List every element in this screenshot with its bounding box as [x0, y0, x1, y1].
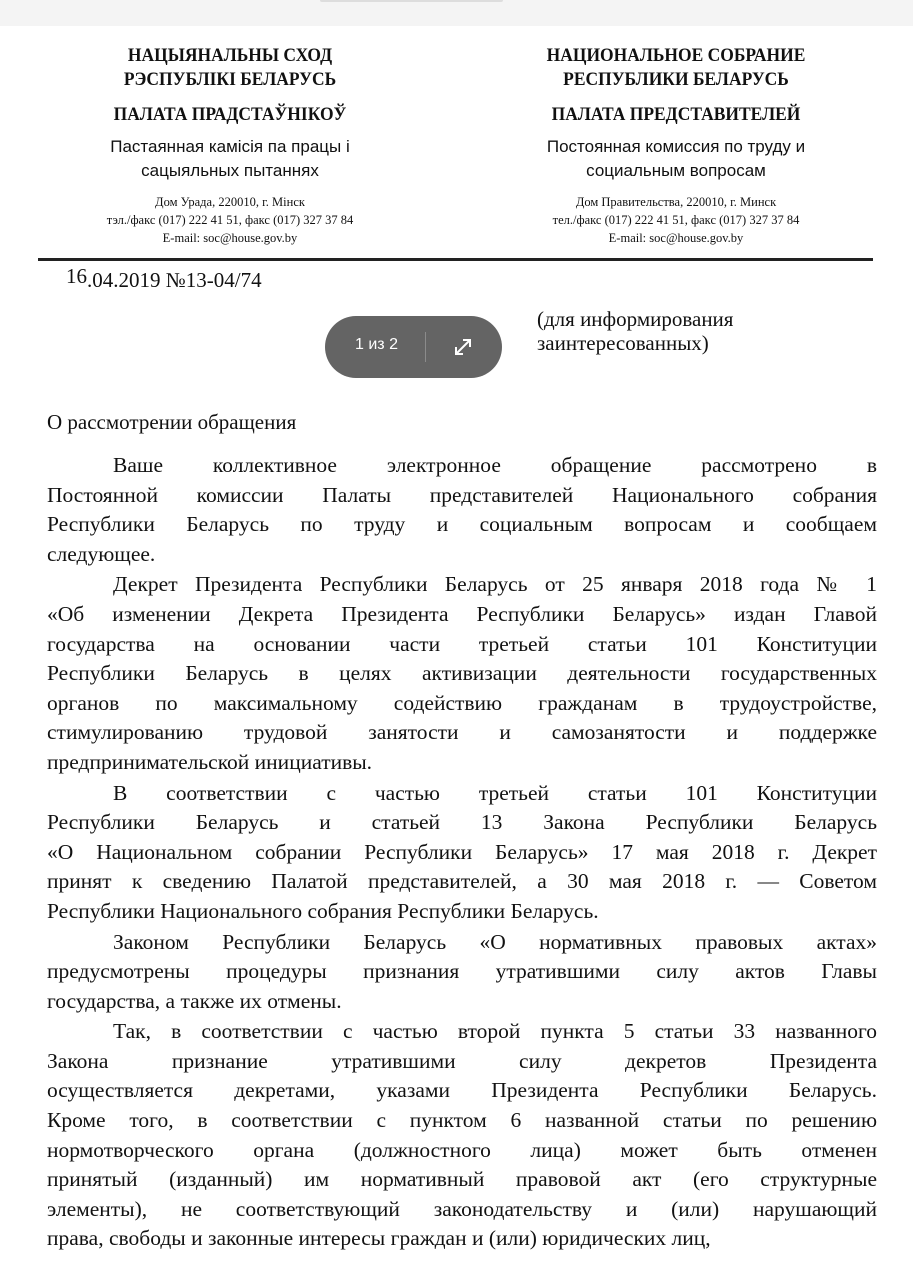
- text-line: Республики Национального собрания Республики Беларусь.: [47, 898, 599, 923]
- paragraph: [47, 928, 877, 1017]
- paragraph: [47, 570, 877, 777]
- page-indicator: 1 из 2: [355, 336, 398, 353]
- text-line: принят к сведению Палатой представителей, а 30 мая 2018 г. — Советом: [47, 869, 877, 894]
- document-date-number: $^{16}$.04.2019 №13-04/74: [66, 264, 262, 292]
- text-line: Закона признание утратившими силу декретов Президента: [47, 1048, 877, 1073]
- subject-line: О рассмотрении обращения: [47, 410, 297, 434]
- text-line: государства на основании части третьей статьи 101 Конституции: [47, 631, 877, 656]
- paragraph: [47, 451, 877, 569]
- text-line: Республики Беларусь по труду и социальным вопросам и сообщаем: [47, 512, 877, 537]
- paragraph: [47, 1017, 877, 1254]
- text-line: элементы), не соответствующий законодательству и (или) нарушающий: [47, 1196, 877, 1221]
- text-line: Постоянной комиссии Палаты представителей Национального собрания: [47, 482, 877, 507]
- text-line: Так, в соответствии с частью второй пункта 5 статьи 33 названного: [113, 1019, 877, 1044]
- text-line: государства, а также их отмены.: [47, 988, 342, 1013]
- letter-body: [47, 451, 877, 1255]
- contact-info: Дом Правительства, 220010, г. Минск тел./факс (017) 222 41 51, факс (017) 327 37 84 E-mail: soc@house.gov.by: [552, 195, 800, 245]
- org-name: НАЦЫЯНАЛЬНЫ СХОД: [127, 45, 333, 66]
- text-line: предусмотрены процедуры признания утратившими силу актов Главы: [47, 959, 877, 984]
- org-name: РЭСПУБЛІКІ БЕЛАРУСЬ: [123, 69, 337, 90]
- text-line: «Об изменении Декрета Президента Республики Беларусь» издан Главой: [47, 601, 877, 626]
- text-line: Декрет Президента Республики Беларусь от 25 января 2018 года № 1: [113, 572, 877, 597]
- text-line: права, свободы и законные интересы граждан и (или) юридических лиц,: [47, 1226, 711, 1251]
- text-line: Республики Беларусь и статьей 13 Закона Республики Беларусь: [47, 810, 877, 835]
- text-line: Законом Республики Беларусь «О нормативных правовых актах»: [113, 929, 877, 954]
- org-name: НАЦИОНАЛЬНОЕ СОБРАНИЕ: [546, 45, 806, 66]
- org-name: РЕСПУБЛИКИ БЕЛАРУСЬ: [563, 69, 789, 90]
- viewer-tab[interactable]: [320, 0, 503, 2]
- viewer-top-bar: [0, 0, 913, 26]
- divider: [425, 332, 426, 362]
- recipient: (для информирования заинтересованных): [537, 307, 734, 355]
- commission-name: Пастаянная камісія па працы і сацыяльных пытаннях: [110, 137, 350, 180]
- paragraph: [47, 779, 877, 927]
- chamber-name: ПАЛАТА ПРЕДСТАВИТЕЛЕЙ: [551, 104, 801, 125]
- contact-info: Дом Урада, 220010, г. Мінск тэл./факс (017) 222 41 51, факс (017) 327 37 84 E-mail: soc@house.gov.by: [106, 195, 354, 245]
- text-line: следующее.: [47, 541, 156, 566]
- letterhead-belarusian: [20, 44, 440, 247]
- letterhead-russian: [466, 44, 886, 247]
- text-line: Кроме того, в соответствии с пунктом 6 названной статьи по решению: [47, 1108, 877, 1133]
- text-line: нормотворческого органа (должностного лица) может быть отменен: [47, 1137, 877, 1162]
- text-line: Ваше коллективное электронное обращение рассмотрено в: [113, 453, 877, 477]
- text-line: принятый (изданный) им нормативный правовой акт (его структурные: [47, 1167, 877, 1192]
- expand-icon[interactable]: [452, 336, 474, 358]
- text-line: стимулированию трудовой занятости и самозанятости и поддержке: [47, 720, 877, 745]
- text-line: В соответствии с частью третьей статьи 101 Конституции: [113, 780, 877, 805]
- text-line: осуществляется декретами, указами Президента Республики Беларусь.: [47, 1078, 877, 1103]
- text-line: органов по максимальному содействию гражданам в трудоустройстве,: [47, 690, 877, 715]
- text-line: Республики Беларусь в целях активизации деятельности государственных: [47, 661, 877, 686]
- text-line: «О Национальном собрании Республики Беларусь» 17 мая 2018 г. Декрет: [47, 839, 877, 864]
- commission-name: Постоянная комиссия по труду и социальным вопросам: [546, 137, 806, 180]
- page-controls: [325, 316, 502, 378]
- header-divider: [38, 258, 873, 261]
- text-line: предпринимательской инициативы.: [47, 749, 373, 774]
- chamber-name: ПАЛАТА ПРАДСТАЎНІКОЎ: [113, 104, 347, 125]
